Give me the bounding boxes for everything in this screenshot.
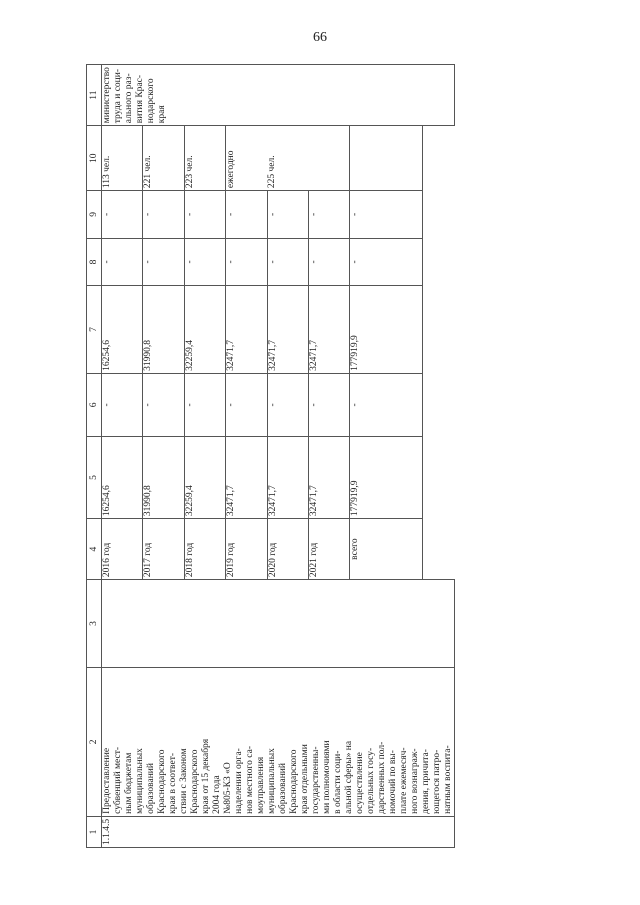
description-line: дения, причита- [421,749,431,814]
description-line: альной сферы» на [344,740,354,814]
description-line: Краснодарского [190,749,200,814]
rotated-table-wrapper [86,64,453,848]
col8-cell: - [184,238,225,286]
column-number: 11 [87,65,102,126]
description-line: дарственных пол- [377,741,387,814]
responsible-line: министерство [102,67,112,124]
description-line: ствии с Законом [179,748,189,814]
description-line: края от 15 декабря [201,738,211,814]
col10-cell: 223 чел. [184,126,225,191]
description-line: ющегося патро- [432,749,442,814]
year-cell: 2020 год [267,519,308,580]
col6-cell: - [184,373,225,436]
summary-col7: 177919,9 [350,286,422,374]
description-line: отдельных госу- [366,747,376,814]
column-number: 1 [87,816,102,847]
continuation-spacer [422,373,454,436]
col10-cell: 113 чел. [102,126,143,191]
col7-cell: 32471,7 [308,286,349,374]
continuation-spacer [422,519,454,580]
responsible-line: нодарского [146,78,156,124]
description-line: №805-КЗ «О [223,762,233,814]
description-line: ного вознаграж- [410,748,420,814]
column-number: 7 [87,286,102,374]
continuation-spacer [422,436,454,518]
col7-cell: 32471,7 [226,286,267,374]
description-line: плате ежемесяч- [399,747,409,814]
responsible-cell [102,65,455,126]
col10-cell: 221 чел. [143,126,184,191]
empty-column-3 [102,580,455,668]
col8-cell: - [143,238,184,286]
column-number: 10 [87,126,102,191]
col8-cell: - [267,238,308,286]
col9-cell: - [226,191,267,239]
column-number: 3 [87,580,102,668]
col9-cell: - [102,191,143,239]
year-cell: 2017 год [143,519,184,580]
col8-cell: - [226,238,267,286]
description-line: субвенций мест- [113,746,123,814]
col8-cell: - [308,238,349,286]
description-line: муниципальных [267,748,277,814]
page-number: 66 [313,30,327,45]
description-line: наделении орга- [234,748,244,814]
column-number: 5 [87,436,102,518]
column-number: 6 [87,373,102,436]
col7-cell: 16254,6 [102,286,143,374]
col9-cell: - [267,191,308,239]
col8-cell: - [102,238,143,286]
item-id: 1.1.4.5 [102,818,112,845]
total-cell: 32471,7 [267,436,308,518]
total-cell: 16254,6 [102,436,143,518]
year-cell: 2021 год [308,519,349,580]
total-cell: 32471,7 [226,436,267,518]
description-line: образований [146,763,156,814]
program-table [86,64,455,848]
col10-cell: ежегодно [226,126,267,191]
summary-total: 177919,9 [350,436,422,518]
continuation-spacer [422,286,454,374]
summary-label: всего [350,519,422,580]
description-line: ми полномочиями [322,740,332,814]
year-cell: 2016 год [102,519,143,580]
year-row [102,65,143,848]
description-line: образований [278,763,288,814]
responsible-line: ального раз- [124,73,134,124]
total-cell: 31990,8 [143,436,184,518]
column-number: 8 [87,238,102,286]
continuation-spacer [422,238,454,286]
description-line: государственны- [311,746,321,814]
column-number: 9 [87,191,102,239]
col7-cell: 32259,4 [184,286,225,374]
rotated-table-area [86,64,453,848]
year-cell: 2018 год [184,519,225,580]
total-cell: 32259,4 [184,436,225,518]
description-line: Краснодарского [289,749,299,814]
column-number: 4 [87,519,102,580]
col9-cell: - [308,191,349,239]
description-line: ным бюджетам [124,752,134,814]
col6-cell: - [267,373,308,436]
year-cell: 2019 год [226,519,267,580]
continuation-spacer [422,191,454,239]
summary-col9: - [350,191,422,239]
continuation-spacer [422,126,454,191]
description-line: в области соци- [333,750,343,814]
total-cell: 32471,7 [308,436,349,518]
col7-cell: 31990,8 [143,286,184,374]
col6-cell: - [308,373,349,436]
col6-cell: - [143,373,184,436]
col9-cell: - [184,191,225,239]
summary-col8: - [350,238,422,286]
description-line: Краснодарского [157,749,167,814]
column-number-row [87,65,102,848]
description-line: натным воспита- [443,745,453,814]
col10-cell [308,126,349,191]
col6-cell: - [226,373,267,436]
description-line: нов местного са- [245,746,255,814]
description-line: муниципальных [135,748,145,814]
responsible-line: вития Крас- [135,74,145,124]
description-line: 2004 года [212,775,222,814]
description-line: моуправления [256,756,266,814]
description-cell [102,667,455,816]
summary-col10 [350,126,422,191]
description-line: номочий по вы- [388,750,398,814]
responsible-line: труда и соци- [113,68,123,124]
description-line: Предоставление [102,747,112,814]
col10-cell: 225 чел. [267,126,308,191]
description-line: осуществление [355,752,365,814]
col9-cell: - [143,191,184,239]
column-number: 2 [87,667,102,816]
description-line: края в соответ- [168,752,178,814]
summary-col6: - [350,373,422,436]
col6-cell: - [102,373,143,436]
col7-cell: 32471,7 [267,286,308,374]
responsible-line: края [157,105,167,124]
description-line: края отдельными [300,744,310,814]
item-id-cell [102,816,455,847]
